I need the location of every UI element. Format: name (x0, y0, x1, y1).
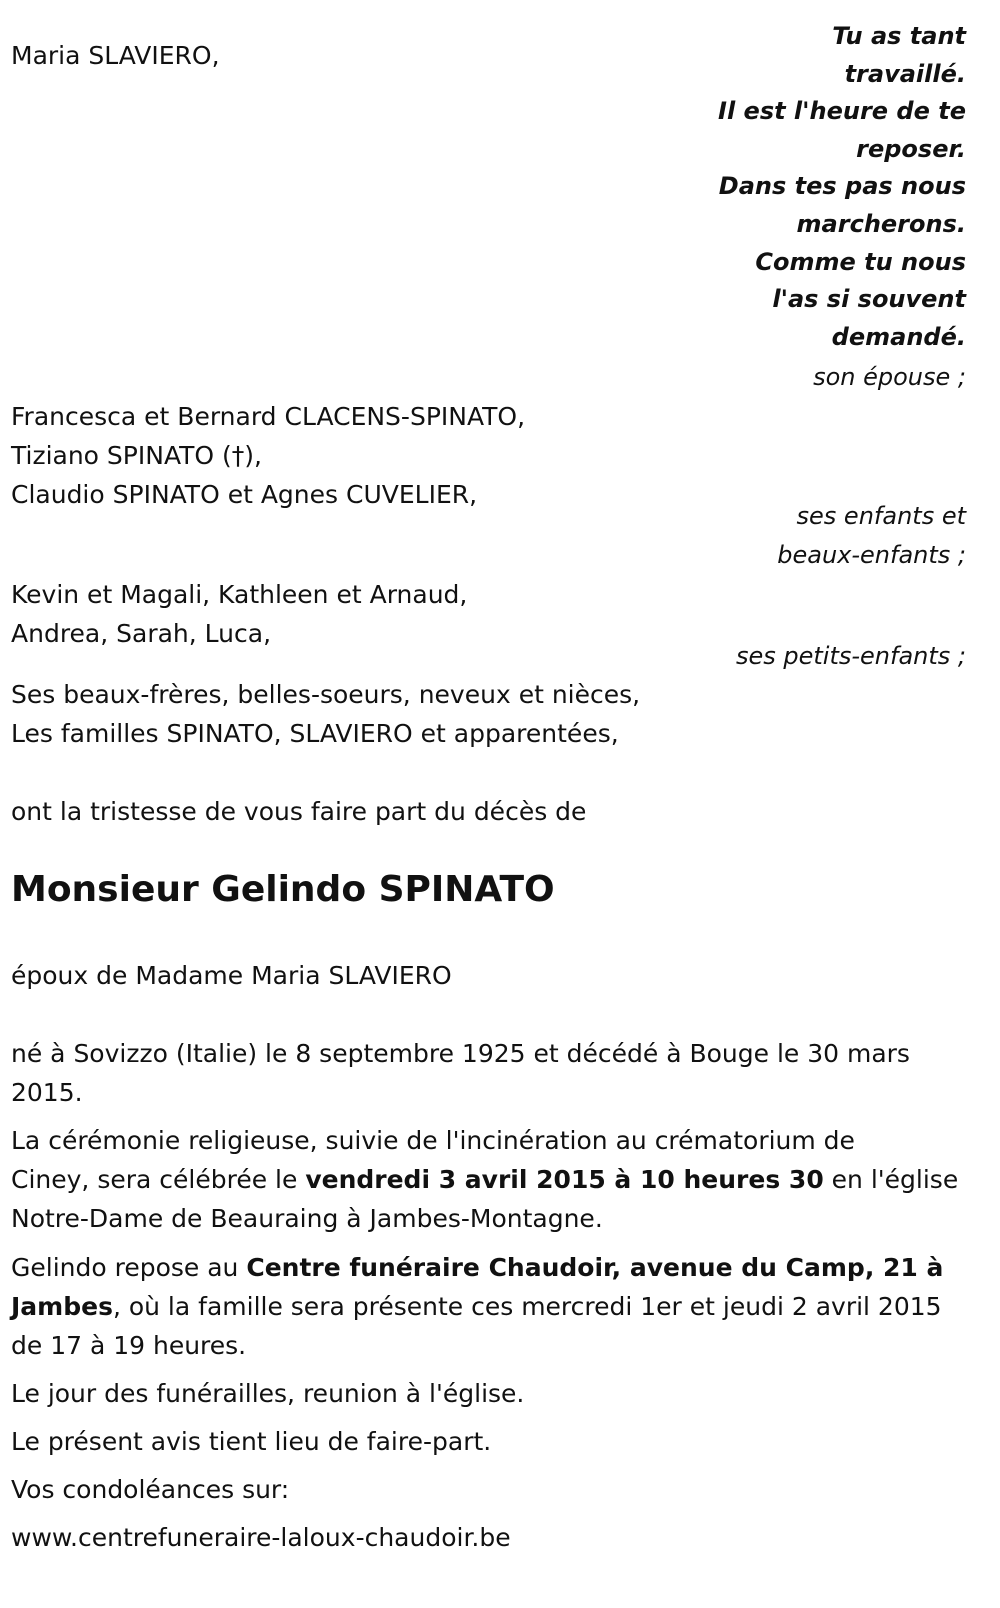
grandchild-line: Andrea, Sarah, Luca, (11, 619, 272, 648)
visitation-line (11, 1287, 971, 1326)
ceremony-info (11, 1121, 971, 1238)
visitation-info (11, 1248, 971, 1365)
visitation-text: , où la famille sera présente ces mercredi 1er et jeudi 2 avril 2015 (112, 1292, 942, 1321)
poem-line: Tu as tant (832, 22, 966, 50)
relatives-list (11, 675, 640, 753)
role-children-line: beaux-enfants ; (777, 541, 966, 569)
birth-death-line: né à Sovizzo (Italie) le 8 septembre 1925 et décédé à Bouge le 30 mars (11, 1039, 910, 1068)
visitation-line (11, 1248, 971, 1287)
deceased-name: Monsieur Gelindo SPINATO (11, 869, 555, 910)
child-line: Tiziano SPINATO (†), (11, 441, 262, 470)
ceremony-line: Notre-Dame de Beauraing à Jambes-Montagne. (11, 1204, 603, 1233)
grandchild-line: Kevin et Magali, Kathleen et Arnaud, (11, 580, 468, 609)
child-line: Claudio SPINATO et Agnes CUVELIER, (11, 480, 478, 509)
visitation-location: Centre funéraire Chaudoir, avenue du Camp, 21 à (246, 1253, 944, 1282)
deceased-spouse-of: époux de Madame Maria SLAVIERO (11, 961, 452, 990)
ceremony-line: La cérémonie religieuse, suivie de l'incinération au crématorium de (11, 1126, 855, 1155)
grandchildren-list (11, 575, 467, 653)
birth-death-info (11, 1034, 971, 1112)
role-grandchildren: ses petits-enfants ; (735, 642, 966, 670)
birth-death-line: 2015. (11, 1078, 83, 1107)
poem-line: demandé. (831, 322, 966, 351)
poem-line: l'as si souvent (772, 285, 966, 314)
ceremony-text: en l'église (823, 1165, 959, 1194)
role-children-line: ses enfants et (796, 502, 966, 530)
announcement-text: ont la tristesse de vous faire part du décès de (11, 797, 587, 826)
role-children (706, 497, 966, 575)
role-spouse: son épouse ; (813, 363, 966, 391)
visitation-location: Jambes (11, 1292, 113, 1321)
relatives-line: Ses beaux-frères, belles-soeurs, neveux et nièces, (11, 680, 641, 709)
poem (666, 18, 966, 356)
poem-line: Il est l'heure de te (718, 97, 966, 126)
condolences-label: Vos condoléances sur: (11, 1475, 290, 1504)
ceremony-line (11, 1160, 971, 1199)
notice-text: Le présent avis tient lieu de faire-part. (11, 1427, 492, 1456)
poem-line: marcherons. (796, 209, 966, 238)
child-line: Francesca et Bernard CLACENS-SPINATO, (11, 402, 526, 431)
poem-line: reposer. (856, 134, 966, 163)
children-list (11, 397, 525, 514)
poem-line: travaillé. (844, 59, 966, 88)
visitation-text: Gelindo repose au (11, 1253, 247, 1282)
condolences-link[interactable]: www.centrefuneraire-laloux-chaudoir.be (11, 1523, 511, 1552)
ceremony-text: Ciney, sera célébrée le (11, 1165, 306, 1194)
spouse-name: Maria SLAVIERO, (11, 41, 220, 70)
poem-line: Comme tu nous (755, 247, 966, 276)
ceremony-date-time: vendredi 3 avril 2015 à 10 heures 30 (305, 1165, 824, 1194)
relatives-line: Les familles SPINATO, SLAVIERO et apparentées, (11, 719, 619, 748)
visitation-line: de 17 à 19 heures. (11, 1331, 247, 1360)
poem-line: Dans tes pas nous (718, 172, 966, 201)
funeral-meeting-text: Le jour des funérailles, reunion à l'église. (11, 1379, 525, 1408)
